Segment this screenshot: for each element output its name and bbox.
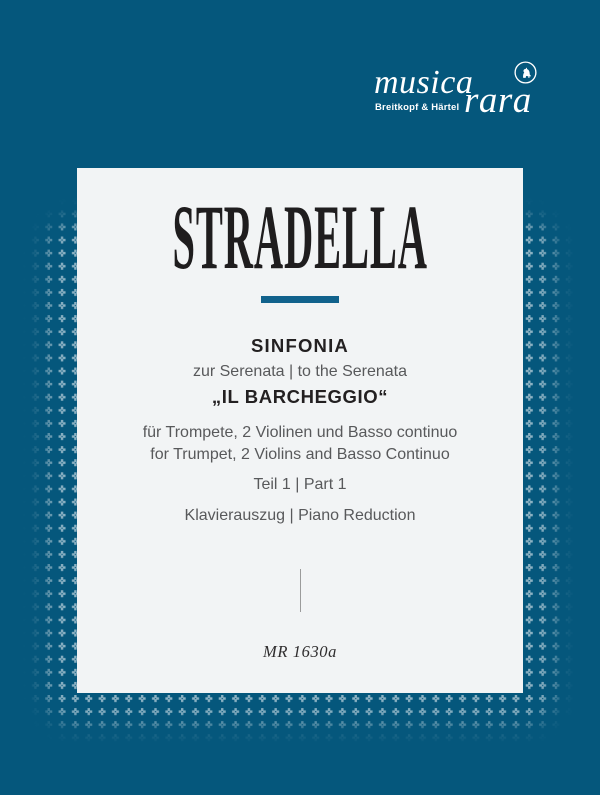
part-line: Teil 1 | Part 1: [253, 476, 347, 493]
publisher-name-musica: musica: [374, 64, 474, 101]
work-subtitle: zur Serenata | to the Serenata: [192, 363, 408, 380]
publisher-name-rara: rara: [464, 80, 532, 121]
composer-name: STRADELLA: [172, 186, 428, 288]
accent-rule: [261, 296, 339, 303]
title-card: [77, 168, 523, 693]
work-title: SINFONIA: [251, 335, 349, 356]
work-name: „IL BARCHEGGIO“: [211, 386, 389, 407]
publisher-logo: [0, 0, 600, 140]
scoring-german: für Trompete, 2 Violinen und Basso continuo: [142, 424, 458, 441]
vertical-divider: [300, 569, 301, 612]
bear-emblem-icon: [513, 60, 538, 85]
catalog-number: MR 1630a: [263, 642, 337, 661]
publisher-imprint: Breitkopf & Härtel: [375, 102, 460, 113]
edition-line: Klavierauszug | Piano Reduction: [184, 507, 416, 524]
scoring-english: for Trumpet, 2 Violins and Basso Continuo: [150, 446, 450, 463]
